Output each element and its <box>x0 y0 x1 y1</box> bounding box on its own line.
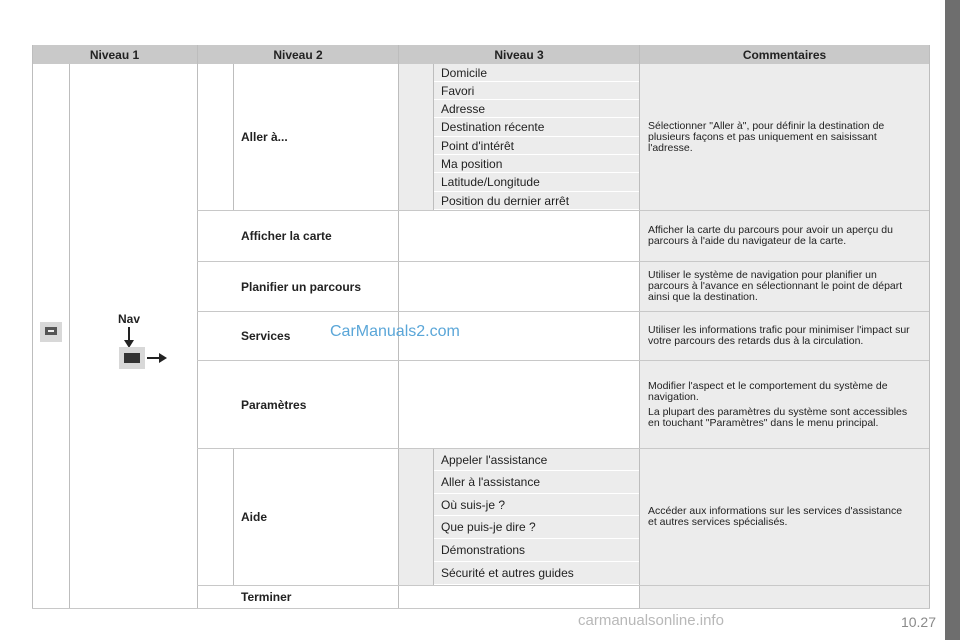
aide-comment-text: Accéder aux informations sur les services d'assistance et autres services spécialisés. <box>648 505 903 528</box>
aide-item-3: Où suis-je ? <box>433 494 639 516</box>
aller-comment <box>640 64 929 210</box>
aller-item-6: Ma position <box>433 155 639 173</box>
aller-label: Aller à... <box>241 130 288 144</box>
aller-items-gutter <box>399 64 433 210</box>
nav-screen-icon <box>119 347 145 369</box>
parametres-comment-text-2: La plupart des paramètres du système sont accessibles en touchant "Paramètres" dans le menu principal. <box>648 405 908 429</box>
carte-label: Afficher la carte <box>241 229 332 243</box>
planifier-comment-text: Utiliser le système de navigation pour planifier un parcours à l'avance en sélectionnant le point de départ ainsi que la destination. <box>648 269 903 303</box>
aide-item-2: Aller à l'assistance <box>433 471 639 494</box>
parametres-comment <box>640 361 929 448</box>
arrow-down-icon <box>119 327 139 349</box>
aller-item-8: Position du dernier arrêt <box>433 192 639 210</box>
aller-item-5: Point d'intérêt <box>433 137 639 155</box>
planifier-comment <box>640 262 929 311</box>
terminer-comment <box>640 586 929 608</box>
aller-item-3: Adresse <box>433 100 639 118</box>
right-sidebar-strip <box>945 0 960 640</box>
terminer-label: Terminer <box>241 590 292 604</box>
parametres-label: Paramètres <box>241 397 307 412</box>
aller-item-7: Latitude/Longitude <box>433 173 639 192</box>
level1-icon-column <box>32 64 69 608</box>
page-number: 10.27 <box>900 614 936 630</box>
watermark-text: CarManuals2.com <box>330 323 460 340</box>
footer-watermark: carmanualsonline.info <box>578 612 724 629</box>
services-comment <box>640 312 929 360</box>
header-niveau-3: Niveau 3 <box>399 45 639 64</box>
aide-comment <box>640 449 929 585</box>
aide-item-1: Appeler l'assistance <box>433 449 639 471</box>
aide-items-gutter <box>399 449 433 585</box>
services-comment-text: Utiliser les informations trafic pour minimiser l'impact sur votre parcours des retards dus à la circulation. <box>648 324 910 347</box>
arrow-right-icon <box>147 351 167 365</box>
level1-nav-column <box>69 64 197 608</box>
planifier-label: Planifier un parcours <box>241 279 362 294</box>
aide-item-5: Démonstrations <box>433 539 639 562</box>
carte-comment <box>640 211 929 261</box>
header-niveau-1: Niveau 1 <box>32 45 197 64</box>
header-niveau-2: Niveau 2 <box>198 45 398 64</box>
aide-item-6: Sécurité et autres guides <box>433 562 639 585</box>
aller-item-2: Favori <box>433 82 639 100</box>
menu-button-icon <box>40 322 62 342</box>
aide-label: Aide <box>241 510 268 524</box>
parametres-comment-text-1: Modifier l'aspect et le comportement du système de navigation. <box>648 379 888 403</box>
aller-item-1: Domicile <box>433 64 639 82</box>
header-commentaires: Commentaires <box>640 45 929 64</box>
nav-label: Nav <box>118 312 141 326</box>
services-label: Services <box>241 329 291 343</box>
carte-comment-text: Afficher la carte du parcours pour avoir un aperçu du parcours à l'aide du navigateur de la carte. <box>648 224 893 247</box>
aller-item-4: Destination récente <box>433 118 639 137</box>
aller-blank <box>198 64 233 210</box>
aide-item-4: Que puis-je dire ? <box>433 516 639 539</box>
aller-comment-text: Sélectionner "Aller à", pour définir la destination de plusieurs façons et pas uniquement en saisissant l'adresse. <box>648 119 885 154</box>
